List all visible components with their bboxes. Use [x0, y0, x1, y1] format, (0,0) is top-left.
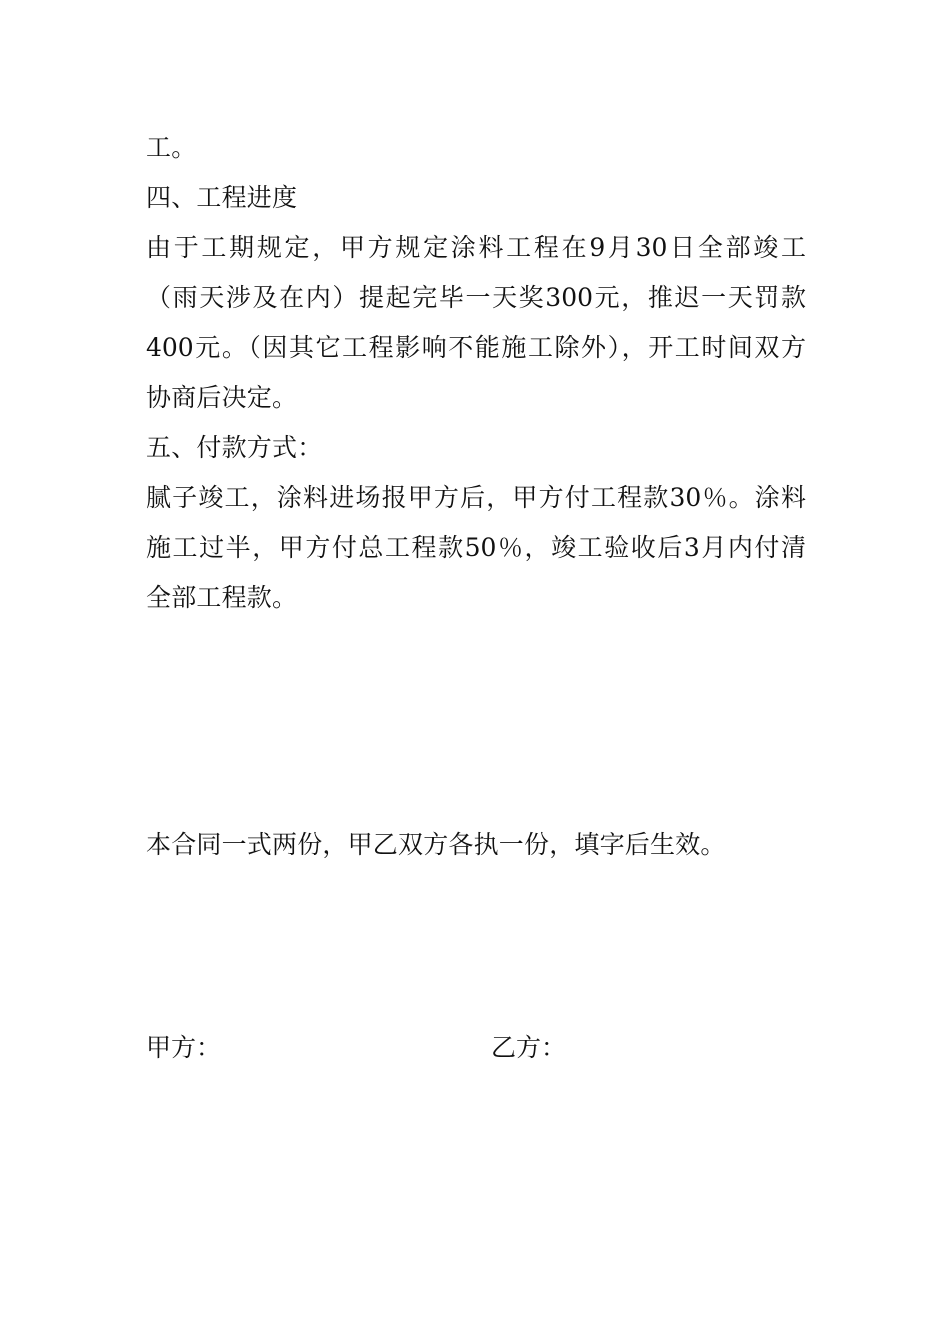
- text-line: 由于工期规定，甲方规定涂料工程在9月30日全部竣工: [146, 233, 806, 262]
- text-line: 工。: [146, 133, 197, 162]
- text-line: （雨天涉及在内）提起完毕一天奖300元，推迟一天罚款: [146, 283, 806, 312]
- text-line: 协商后决定。: [146, 383, 298, 412]
- party-b-signature-label: 乙方：: [491, 1033, 567, 1062]
- closing-statement: 本合同一式两份，甲乙双方各执一份，填字后生效。: [146, 830, 726, 859]
- section-heading-progress: 四、工程进度: [146, 183, 298, 212]
- text-line: 腻子竣工，涂料进场报甲方后，甲方付工程款30％。涂料: [146, 483, 806, 512]
- text-line: 400元。（因其它工程影响不能施工除外），开工时间双方: [146, 333, 806, 362]
- section-heading-payment: 五、付款方式：: [146, 433, 323, 462]
- text-line: 全部工程款。: [146, 583, 298, 612]
- party-a-signature-label: 甲方：: [146, 1033, 222, 1062]
- text-line: 施工过半，甲方付总工程款50％，竣工验收后3月内付清: [146, 533, 806, 562]
